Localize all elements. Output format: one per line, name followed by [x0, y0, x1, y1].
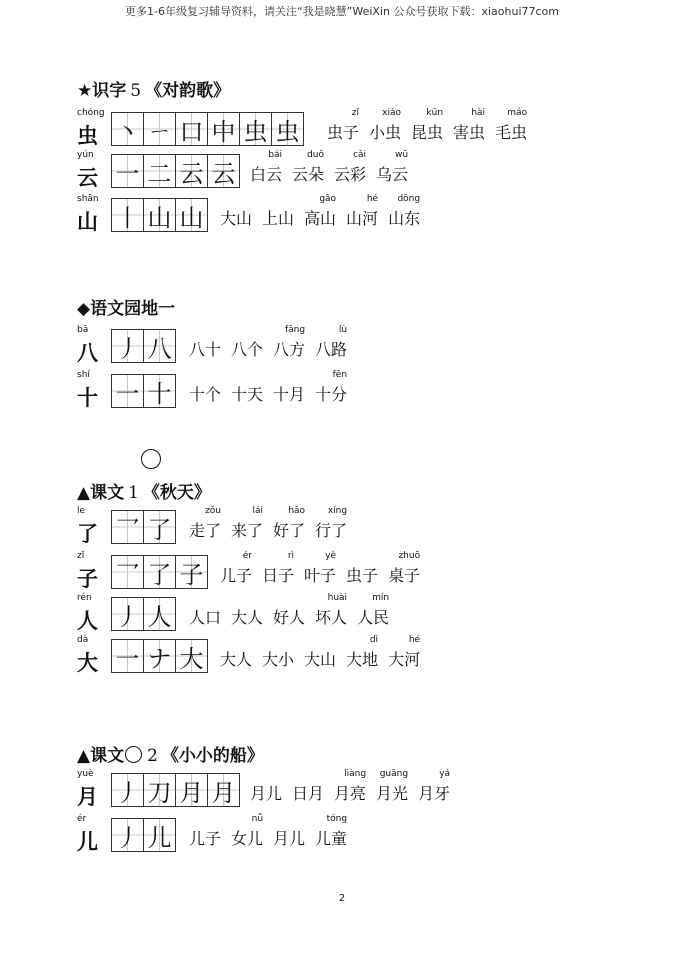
word-text: 走了 — [189, 521, 222, 540]
stroke-step: 山 — [147, 203, 172, 232]
stroke-cell — [111, 510, 144, 544]
stroke-step: 一 — [115, 379, 140, 408]
main-character: 子 — [77, 567, 98, 591]
vocab-word — [220, 635, 252, 670]
word-text: 大山 — [304, 650, 337, 669]
vocab-word — [334, 150, 366, 185]
vocab-word — [273, 370, 305, 405]
vocab-word — [262, 551, 294, 586]
lesson-title: 《对韵歌》 — [145, 81, 231, 101]
word-pinyin: cǎi — [353, 150, 367, 160]
stroke-cell — [175, 555, 208, 589]
word-text: 月儿 — [273, 829, 306, 848]
stroke-cell — [143, 329, 176, 363]
vocab-word — [315, 325, 347, 360]
vocab-word — [273, 814, 305, 849]
stroke-order-grid — [111, 597, 175, 631]
word-pinyin: yè — [325, 551, 337, 561]
word-pinyin: fēn — [332, 370, 348, 380]
main-character: 虫 — [77, 124, 98, 148]
word-list — [250, 769, 460, 804]
word-text: 云彩 — [334, 165, 367, 184]
stroke-order-grid — [111, 198, 207, 232]
word-text: 行了 — [315, 521, 348, 540]
word-text: 十月 — [273, 385, 306, 404]
stroke-order-grid — [111, 112, 303, 146]
vocab-word — [220, 194, 252, 229]
stroke-step: ナ — [147, 644, 172, 673]
stroke-cell — [111, 597, 144, 631]
vocab-word — [250, 150, 282, 185]
word-text: 月儿 — [250, 784, 283, 803]
stroke-order-grid — [111, 639, 207, 673]
triangle-icon: ▲ — [77, 746, 91, 766]
section-title-kewen-2 — [77, 741, 264, 766]
vocab-word — [292, 769, 324, 804]
vocab-word — [304, 635, 336, 670]
stroke-cell — [175, 112, 208, 146]
vocab-word — [304, 194, 336, 229]
word-text: 桌子 — [388, 566, 421, 585]
lesson-title: 《秋天》 — [142, 483, 211, 503]
stroke-step: 丨 — [115, 203, 140, 232]
stroke-step: 大 — [179, 644, 204, 673]
stroke-cell — [143, 818, 176, 852]
word-text: 来了 — [231, 521, 264, 540]
stroke-step: 丶 — [115, 117, 140, 146]
stroke-step: 了 — [147, 515, 172, 544]
word-list — [250, 150, 418, 185]
char-pinyin: ér — [77, 814, 87, 824]
page-number: 2 — [338, 893, 346, 904]
word-pinyin: zhuō — [398, 551, 421, 561]
char-pinyin: shān — [77, 194, 99, 204]
section-number: 5 — [130, 81, 142, 101]
main-character: 云 — [77, 166, 98, 190]
stroke-step: 二 — [147, 159, 172, 188]
word-pinyin: liàng — [344, 769, 367, 779]
stroke-step: 人 — [147, 602, 172, 631]
word-text: 月亮 — [334, 784, 367, 803]
char-pinyin: dà — [77, 635, 89, 645]
word-text: 山河 — [346, 209, 379, 228]
stroke-order-grid — [111, 510, 175, 544]
stroke-step: 了 — [147, 560, 172, 589]
stroke-step: ㄧ — [147, 117, 172, 146]
vocab-word — [346, 194, 378, 229]
stroke-cell — [143, 374, 176, 408]
word-list — [189, 593, 399, 628]
word-pinyin: yá — [439, 769, 451, 779]
vocab-word — [334, 769, 366, 804]
char-pinyin: bā — [77, 325, 89, 335]
stroke-cell — [143, 597, 176, 631]
word-pinyin: ér — [242, 551, 253, 561]
vocab-word — [376, 150, 408, 185]
stroke-step: 子 — [179, 560, 204, 589]
vocab-word — [273, 325, 305, 360]
vocab-word — [411, 108, 443, 143]
vocab-word — [220, 551, 252, 586]
vocab-word — [357, 593, 389, 628]
word-text: 好了 — [273, 521, 306, 540]
stroke-step: 月 — [179, 778, 204, 807]
stroke-step: 月 — [211, 778, 236, 807]
stroke-cell — [143, 112, 176, 146]
stroke-step: 虫 — [243, 117, 268, 146]
stroke-cell — [143, 639, 176, 673]
vocab-word — [388, 635, 420, 670]
section-number: 2 — [147, 746, 158, 766]
vocab-word — [189, 814, 221, 849]
stroke-cell — [111, 112, 144, 146]
vocab-word — [231, 593, 263, 628]
stroke-cell — [175, 773, 208, 807]
vocab-word — [495, 108, 527, 143]
vocab-word — [327, 108, 359, 143]
word-text: 高山 — [304, 209, 337, 228]
word-text: 十个 — [189, 385, 222, 404]
stroke-cell — [143, 510, 176, 544]
word-pinyin: hé — [408, 635, 421, 645]
word-text: 十分 — [315, 385, 348, 404]
word-pinyin: hǎo — [288, 506, 306, 516]
stroke-cell — [143, 773, 176, 807]
word-list — [220, 635, 430, 670]
stroke-step: 刀 — [147, 778, 172, 807]
vocab-word — [315, 370, 347, 405]
section-title-yuwen-yuandi — [77, 294, 175, 319]
stroke-cell — [111, 773, 144, 807]
word-text: 叶子 — [304, 566, 337, 585]
section-label: 课文 — [90, 746, 125, 766]
triangle-icon: ▲ — [77, 483, 91, 503]
stroke-step: 山 — [179, 203, 204, 232]
word-pinyin: xiǎo — [382, 108, 402, 118]
word-pinyin: dōng — [397, 194, 421, 204]
word-pinyin: mín — [372, 593, 390, 603]
stroke-order-grid — [111, 374, 175, 408]
word-text: 大小 — [262, 650, 295, 669]
word-list — [189, 370, 357, 405]
word-text: 上山 — [262, 209, 295, 228]
word-list — [189, 814, 357, 849]
stroke-cell — [175, 198, 208, 232]
circle-mark — [125, 746, 142, 763]
word-pinyin: wū — [394, 150, 409, 160]
word-list — [189, 506, 357, 541]
vocab-word — [315, 506, 347, 541]
word-text: 毛虫 — [495, 123, 528, 142]
word-pinyin: zǒu — [205, 506, 222, 516]
word-pinyin: fāng — [284, 325, 306, 335]
word-text: 害虫 — [453, 123, 486, 142]
char-pinyin: shí — [77, 370, 90, 380]
word-text: 十天 — [231, 385, 264, 404]
vocab-word — [262, 194, 294, 229]
word-pinyin: huài — [327, 593, 348, 603]
section-title-kewen-1 — [77, 478, 211, 503]
section-label: 识字 — [92, 81, 127, 101]
word-text: 白云 — [250, 165, 283, 184]
stroke-cell — [271, 112, 304, 146]
stroke-cell — [175, 639, 208, 673]
stroke-step: 八 — [147, 334, 172, 363]
vocab-word — [388, 551, 420, 586]
stroke-step: 中 — [211, 117, 236, 146]
word-text: 大河 — [388, 650, 421, 669]
stroke-order-grid — [111, 818, 175, 852]
char-pinyin: rén — [77, 593, 92, 603]
stroke-cell — [111, 154, 144, 188]
vocab-word — [376, 769, 408, 804]
vocab-word — [304, 551, 336, 586]
section-label: 课文 — [90, 483, 125, 503]
word-pinyin: rì — [287, 551, 295, 561]
word-text: 乌云 — [376, 165, 409, 184]
vocab-word — [418, 769, 450, 804]
stroke-cell — [143, 154, 176, 188]
vocab-word — [388, 194, 420, 229]
diamond-icon: ◆ — [77, 299, 91, 319]
stroke-cell — [175, 154, 208, 188]
word-text: 八十 — [189, 340, 222, 359]
circle-mark — [141, 449, 161, 469]
stroke-cell — [143, 198, 176, 232]
word-text: 八路 — [315, 340, 348, 359]
vocab-word — [292, 150, 324, 185]
stroke-step: 云 — [211, 159, 236, 188]
stroke-step: 丿 — [115, 602, 140, 631]
stroke-cell — [207, 154, 240, 188]
word-text: 日月 — [292, 784, 325, 803]
word-text: 八个 — [231, 340, 264, 359]
main-character: 人 — [77, 609, 98, 633]
vocab-word — [453, 108, 485, 143]
section-title-shizi-5 — [77, 76, 230, 101]
word-pinyin: nǚ — [251, 814, 264, 824]
vocab-word — [315, 814, 347, 849]
stroke-order-grid — [111, 329, 175, 363]
stroke-step: 一 — [115, 159, 140, 188]
word-text: 人民 — [357, 608, 390, 627]
page-header: 更多1-6年级复习辅导资料，请关注“我是晓慧”WeiXin 公众号获取下载：xiaohui77com — [124, 5, 559, 18]
vocab-word — [315, 593, 347, 628]
word-pinyin: lù — [338, 325, 348, 335]
word-list — [327, 108, 537, 143]
word-text: 儿子 — [189, 829, 222, 848]
char-pinyin: yún — [77, 150, 94, 160]
vocab-word — [189, 593, 221, 628]
word-text: 山东 — [388, 209, 421, 228]
char-pinyin: zǐ — [77, 551, 85, 561]
stroke-cell — [111, 329, 144, 363]
stroke-step: 虫 — [275, 117, 300, 146]
stroke-cell — [111, 374, 144, 408]
stroke-cell — [207, 112, 240, 146]
word-pinyin: hé — [366, 194, 379, 204]
word-text: 小虫 — [369, 123, 402, 142]
char-pinyin: chóng — [77, 108, 105, 118]
stroke-cell — [207, 773, 240, 807]
word-pinyin: xíng — [327, 506, 348, 516]
stroke-step: 口 — [179, 117, 204, 146]
stroke-step: 一 — [115, 644, 140, 673]
word-pinyin: guāng — [379, 769, 409, 779]
main-character: 山 — [77, 210, 98, 234]
vocab-word — [273, 506, 305, 541]
main-character: 八 — [77, 341, 98, 365]
stroke-step: 丿 — [115, 823, 140, 852]
word-text: 大山 — [220, 209, 253, 228]
section-label: 语文园地一 — [90, 299, 176, 319]
word-text: 女儿 — [231, 829, 264, 848]
stroke-step: 乛 — [115, 515, 140, 544]
vocab-word — [189, 325, 221, 360]
main-character: 了 — [77, 522, 98, 546]
word-text: 八方 — [273, 340, 306, 359]
stroke-step: 儿 — [147, 823, 172, 852]
vocab-word — [346, 635, 378, 670]
stroke-order-grid — [111, 555, 207, 589]
vocab-word — [369, 108, 401, 143]
vocab-word — [231, 370, 263, 405]
char-pinyin: yuè — [77, 769, 94, 779]
word-text: 好人 — [273, 608, 306, 627]
vocab-word — [273, 593, 305, 628]
stroke-order-grid — [111, 154, 239, 188]
word-pinyin: zǐ — [351, 108, 360, 118]
word-text: 大人 — [220, 650, 253, 669]
word-text: 虫子 — [327, 123, 360, 142]
word-text: 坏人 — [315, 608, 348, 627]
word-pinyin: dì — [369, 635, 379, 645]
word-pinyin: duǒ — [307, 150, 325, 160]
word-text: 大人 — [231, 608, 264, 627]
star-icon: ★ — [77, 81, 93, 101]
word-pinyin: lái — [252, 506, 264, 516]
stroke-step: 丿 — [115, 778, 140, 807]
stroke-cell — [111, 818, 144, 852]
vocab-word — [189, 506, 221, 541]
lesson-title: 《小小的船》 — [161, 746, 264, 766]
word-text: 月牙 — [418, 784, 451, 803]
vocab-word — [189, 370, 221, 405]
main-character: 十 — [77, 386, 98, 410]
word-text: 云朵 — [292, 165, 325, 184]
word-pinyin: hài — [471, 108, 486, 118]
word-list — [220, 551, 430, 586]
vocab-word — [250, 769, 282, 804]
char-pinyin: le — [77, 506, 86, 516]
word-list — [189, 325, 357, 360]
word-text: 虫子 — [346, 566, 379, 585]
word-text: 日子 — [262, 566, 295, 585]
stroke-order-grid — [111, 773, 239, 807]
main-character: 月 — [77, 785, 98, 809]
word-text: 月光 — [376, 784, 409, 803]
stroke-cell — [111, 198, 144, 232]
stroke-cell — [143, 555, 176, 589]
stroke-step: 云 — [179, 159, 204, 188]
word-list — [220, 194, 430, 229]
main-character: 儿 — [77, 830, 98, 854]
word-pinyin: tóng — [326, 814, 348, 824]
main-character: 大 — [77, 651, 98, 675]
vocab-word — [231, 506, 263, 541]
vocab-word — [231, 325, 263, 360]
word-pinyin: máo — [507, 108, 528, 118]
word-pinyin: bái — [268, 150, 283, 160]
vocab-word — [231, 814, 263, 849]
word-pinyin: gāo — [319, 194, 337, 204]
section-number: 1 — [128, 483, 139, 503]
vocab-word — [262, 635, 294, 670]
stroke-cell — [111, 639, 144, 673]
word-pinyin: kūn — [426, 108, 444, 118]
stroke-step: 十 — [147, 379, 172, 408]
stroke-step: 丿 — [115, 334, 140, 363]
stroke-cell — [239, 112, 272, 146]
word-text: 昆虫 — [411, 123, 444, 142]
stroke-cell — [111, 555, 144, 589]
word-text: 儿子 — [220, 566, 253, 585]
stroke-step: 乛 — [115, 560, 140, 589]
word-text: 人口 — [189, 608, 222, 627]
vocab-word — [346, 551, 378, 586]
word-text: 大地 — [346, 650, 379, 669]
word-text: 儿童 — [315, 829, 348, 848]
